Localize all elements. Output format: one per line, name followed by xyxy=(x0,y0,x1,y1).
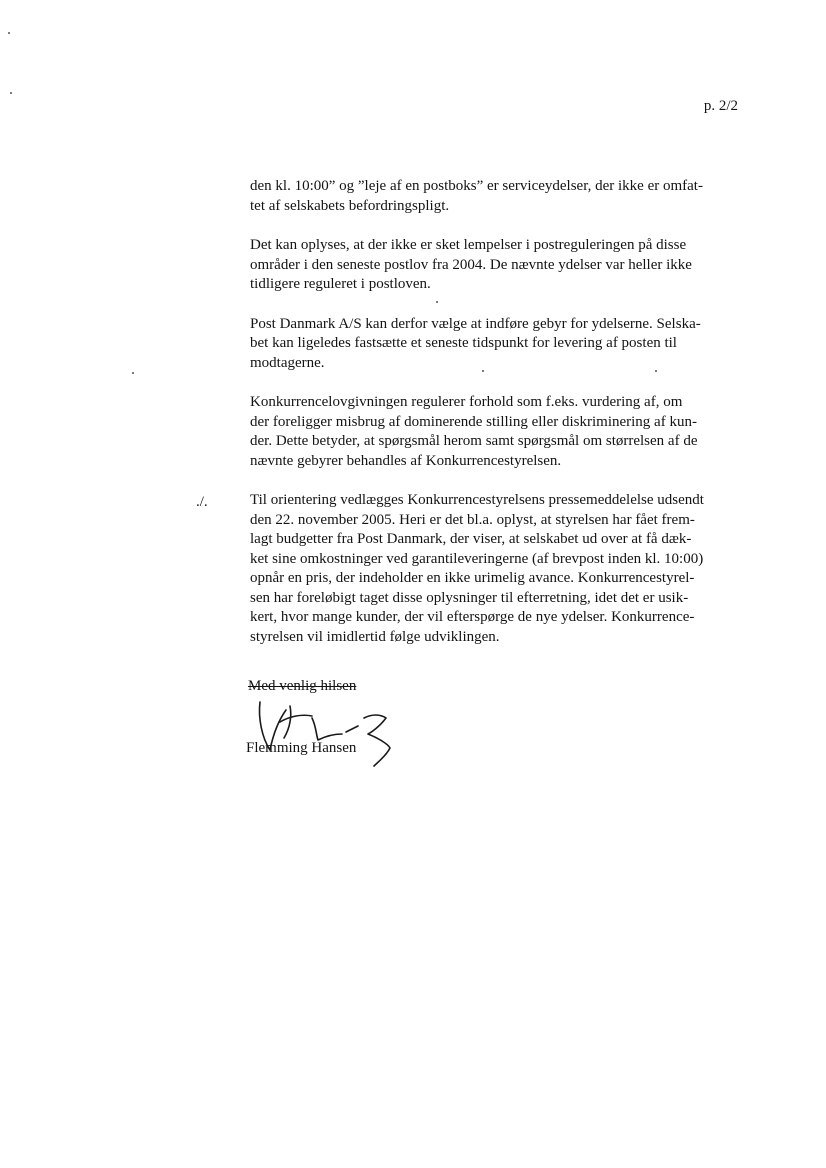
text-line: områder i den seneste postlov fra 2004. De nævnte ydelser var heller ikke xyxy=(250,256,692,273)
text-line: den 22. november 2005. Heri er det bl.a. oplyst, at styrelsen har fået frem- xyxy=(250,511,695,528)
enclosure-mark: ./. xyxy=(196,494,208,510)
text-line: lagt budgetter fra Post Danmark, der viser, at selskabet ud over at få dæk- xyxy=(250,531,692,547)
text-line: tidligere reguleret i postloven. xyxy=(250,276,431,292)
text-line: ket sine omkostninger ved garantileveringerne (af brevpost inden kl. 10:00) xyxy=(250,550,704,567)
text-line: kert, hvor mange kunder, der vil efterspørge de nye ydelser. Konkurrence- xyxy=(250,609,695,625)
text-line: tet af selskabets befordringspligt. xyxy=(250,197,450,214)
scan-speck xyxy=(10,92,12,94)
letter-body xyxy=(250,177,750,667)
paragraph-services xyxy=(250,177,750,216)
scan-speck xyxy=(132,372,134,374)
text-line: nævnte gebyrer behandles af Konkurrencestyrelsen. xyxy=(250,452,562,469)
text-line: opnår en pris, der indeholder en ikke urimelig avance. Konkurrencestyrel- xyxy=(250,570,695,586)
text-line: sen har foreløbigt taget disse oplysninger til efterretning, idet det er usik- xyxy=(250,589,689,606)
closing-phrase: Med venlig hilsen xyxy=(248,678,357,694)
scan-speck xyxy=(482,370,484,372)
text-line: modtagerne. xyxy=(250,354,325,371)
scan-speck xyxy=(655,370,657,372)
page-number: p. 2/2 xyxy=(703,98,738,114)
text-line: Konkurrencelovgivningen regulerer forhold som f.eks. vurdering af, om xyxy=(250,394,683,410)
text-line: Til orientering vedlægges Konkurrencestyrelsens pressemeddelelse udsendt xyxy=(250,492,704,508)
paragraph-press-release xyxy=(250,491,750,647)
text-line: den kl. 10:00” og ”leje af en postboks” er serviceydelser, der ikke er omfat- xyxy=(250,178,703,194)
text-line: der foreligger misbrug af dominerende stilling eller diskriminering af kun- xyxy=(250,413,697,430)
signature-block xyxy=(246,678,426,773)
signer-name: Flemming Hansen xyxy=(246,740,357,756)
text-line: bet kan ligeledes fastsætte et seneste tidspunkt for levering af posten til xyxy=(250,335,677,351)
paragraph-fees xyxy=(250,315,750,374)
paragraph-competition-law xyxy=(250,393,750,471)
scan-speck xyxy=(8,32,10,34)
paragraph-regulation xyxy=(250,236,750,295)
text-line: Det kan oplyses, at der ikke er sket lempelser i postreguleringen på disse xyxy=(250,237,687,253)
text-line: styrelsen vil imidlertid følge udviklingen. xyxy=(250,628,500,645)
text-line: der. Dette betyder, at spørgsmål herom samt spørgsmål om størrelsen af de xyxy=(250,433,698,449)
scan-speck xyxy=(436,301,438,303)
text-line: Post Danmark A/S kan derfor vælge at indføre gebyr for ydelserne. Selska- xyxy=(250,315,701,332)
